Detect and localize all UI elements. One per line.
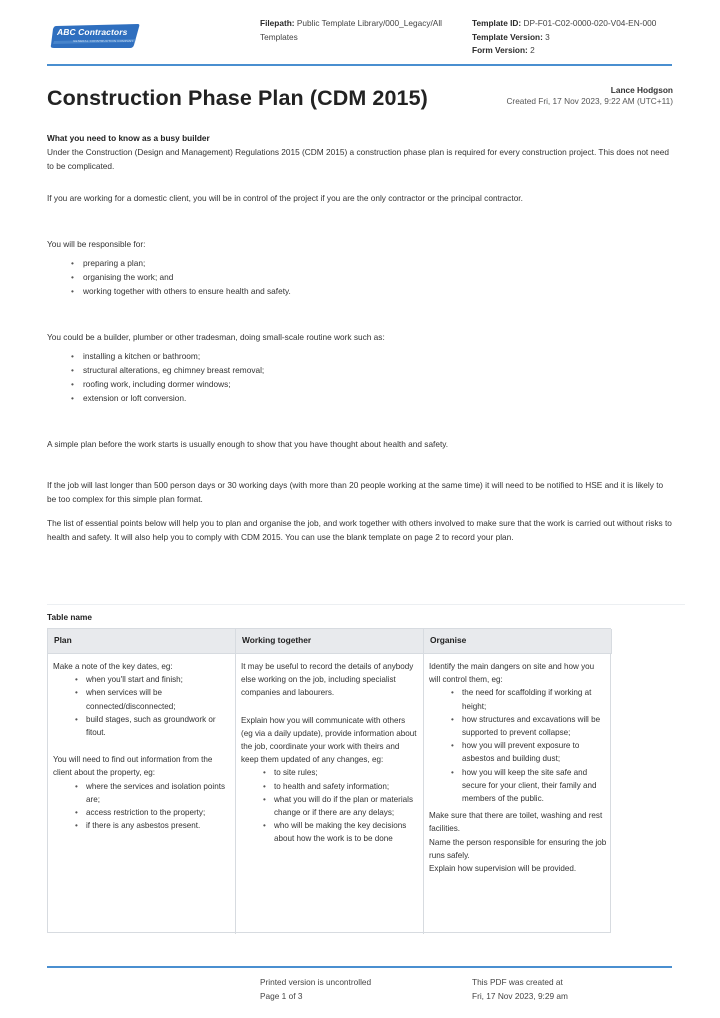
hse-paragraph: If the job will last longer than 500 person days or 30 working days (with more than 20 people working at the same time) it will need to be notified to HSE and it is likely to be too complex for this simple plan format. bbox=[47, 480, 664, 504]
intro-paragraph: Under the Construction (Design and Management) Regulations 2015 (CDM 2015) a construction phase plan is required for every construction project. This does not need to be complicated. bbox=[47, 147, 669, 171]
plan-cell bbox=[48, 653, 236, 934]
organise-dangers-list bbox=[429, 686, 607, 805]
work-types-list bbox=[47, 349, 672, 405]
filepath-block bbox=[260, 17, 465, 44]
author-block bbox=[506, 85, 673, 107]
list-item: • build stages, such as groundwork or fitout. bbox=[75, 713, 230, 739]
column-header-organise: Organise bbox=[424, 629, 612, 653]
plan-dates-list bbox=[53, 673, 230, 739]
template-version-label: Template Version: bbox=[472, 31, 543, 42]
spacer bbox=[241, 700, 418, 714]
list-item: • how you will keep the site safe and secure for your client, their family and members of the public. bbox=[451, 766, 607, 806]
responsibility-paragraph: You will be responsible for: bbox=[47, 239, 146, 249]
template-id-value: DP-F01-C02-0000-020-V04-EN-000 bbox=[523, 18, 657, 28]
filepath-value: Public Template Library/000_Legacy/All Templates bbox=[260, 18, 443, 42]
list-item: • where the services and isolation points are; bbox=[75, 780, 230, 806]
list-item: • organising the work; and bbox=[71, 270, 672, 284]
template-version-row bbox=[472, 31, 682, 45]
working-paragraph-2: Explain how you will communicate with others (eg via a daily update), provide information about the job, coordinate your work with theirs and keep them updated of any changes, eg: bbox=[241, 715, 417, 765]
spacer bbox=[53, 739, 230, 753]
logo-subtitle: GENERAL CONSTRUCTION COMPANY bbox=[73, 39, 134, 43]
list-item: • structural alterations, eg chimney breast removal; bbox=[71, 363, 672, 377]
plan-table bbox=[47, 628, 611, 933]
list-item: • access restriction to the property; bbox=[75, 806, 230, 819]
list-item: • to site rules; bbox=[263, 766, 418, 779]
organise-cell bbox=[424, 653, 612, 934]
list-item: • how you will prevent exposure to asbestos and building dust; bbox=[451, 739, 607, 765]
footer-divider bbox=[47, 966, 672, 968]
working-list bbox=[241, 766, 418, 845]
table-caption: Table name bbox=[47, 612, 93, 622]
list-item: • working together with others to ensure health and safety. bbox=[71, 284, 672, 298]
filepath-label: Filepath: bbox=[260, 18, 295, 28]
domestic-client-paragraph: If you are working for a domestic client, you will be in control of the project if you are the only contractor or the principal contractor. bbox=[47, 193, 523, 203]
section-heading: What you need to know as a busy builder bbox=[47, 133, 210, 143]
list-item: • extension or loft conversion. bbox=[71, 391, 672, 405]
footer-left bbox=[260, 976, 371, 1003]
tradesman-paragraph: You could be a builder, plumber or other tradesman, doing small-scale routine work such as: bbox=[47, 332, 385, 342]
plan-intro: Make a note of the key dates, eg: bbox=[53, 662, 173, 671]
uncontrolled-notice: Printed version is uncontrolled bbox=[260, 977, 372, 987]
working-together-cell bbox=[236, 653, 424, 934]
form-version-row bbox=[472, 44, 682, 58]
simple-plan-paragraph: A simple plan before the work starts is usually enough to show that you have thought about health and safety. bbox=[47, 439, 449, 449]
plan-intro-2: You will need to find out information from the client about the property, eg: bbox=[53, 755, 213, 778]
list-item: • when you'll start and finish; bbox=[75, 673, 230, 686]
list-item: • the need for scaffolding if working at height; bbox=[451, 686, 607, 712]
list-item: • when services will be connected/disconnected; bbox=[75, 686, 230, 712]
pdf-created-label: This PDF was created at bbox=[472, 977, 563, 987]
list-item: • installing a kitchen or bathroom; bbox=[71, 349, 672, 363]
list-item: • if there is any asbestos present. bbox=[75, 819, 230, 832]
caption-divider bbox=[47, 604, 685, 605]
list-item: • roofing work, including dormer windows; bbox=[71, 377, 672, 391]
form-version-label: Form Version: bbox=[472, 45, 528, 55]
page-title: Construction Phase Plan (CDM 2015) bbox=[47, 86, 428, 110]
pdf-created-date: Fri, 17 Nov 2023, 9:29 am bbox=[472, 990, 568, 1001]
column-header-working-together: Working together bbox=[236, 629, 424, 653]
list-item: • what you will do if the plan or materials change or if there are any delays; bbox=[263, 793, 418, 819]
working-paragraph-1: It may be useful to record the details of anybody else working on the job, including specialist companies and labourers. bbox=[241, 662, 414, 698]
plan-property-list bbox=[53, 780, 230, 833]
list-item: • to health and safety information; bbox=[263, 780, 418, 793]
header-divider bbox=[47, 64, 672, 66]
footer-right bbox=[472, 976, 568, 1003]
template-id-row bbox=[472, 17, 682, 31]
template-meta bbox=[472, 17, 682, 58]
organise-intro: Identify the main dangers on site and how you will control them, eg: bbox=[429, 662, 595, 685]
document-body bbox=[47, 131, 672, 544]
organise-supervision: Explain how supervision will be provided. bbox=[429, 864, 577, 874]
form-version-value: 2 bbox=[530, 45, 535, 55]
created-date: Created Fri, 17 Nov 2023, 9:22 AM (UTC+11) bbox=[506, 96, 673, 106]
template-version-value: 3 bbox=[545, 31, 550, 42]
responsibility-list bbox=[47, 256, 672, 298]
author-name: Lance Hodgson bbox=[610, 85, 673, 95]
list-item: • preparing a plan; bbox=[71, 256, 672, 270]
organise-facilities: Make sure that there are toilet, washing and rest facilities. bbox=[429, 811, 603, 834]
logo-title: ABC Contractors bbox=[57, 27, 128, 37]
page-number: Page 1 of 3 bbox=[260, 990, 303, 1001]
list-item: • who will be making the key decisions about how the work is to be done bbox=[263, 819, 418, 845]
organise-responsible: Name the person responsible for ensuring the job runs safely. bbox=[429, 837, 607, 860]
company-logo bbox=[50, 24, 140, 48]
essential-points-paragraph: The list of essential points below will help you to plan and organise the job, and work together with others involved to make sure that the work is carried out without risks to health and safety. It will also help you to comply with CDM 2015. You can use the blank template on page 2 to record your plan. bbox=[47, 518, 672, 542]
page-header bbox=[47, 12, 672, 64]
column-header-plan: Plan bbox=[48, 629, 236, 653]
template-id-label: Template ID: bbox=[472, 18, 522, 28]
list-item: • how structures and excavations will be supported to prevent collapse; bbox=[451, 713, 607, 739]
